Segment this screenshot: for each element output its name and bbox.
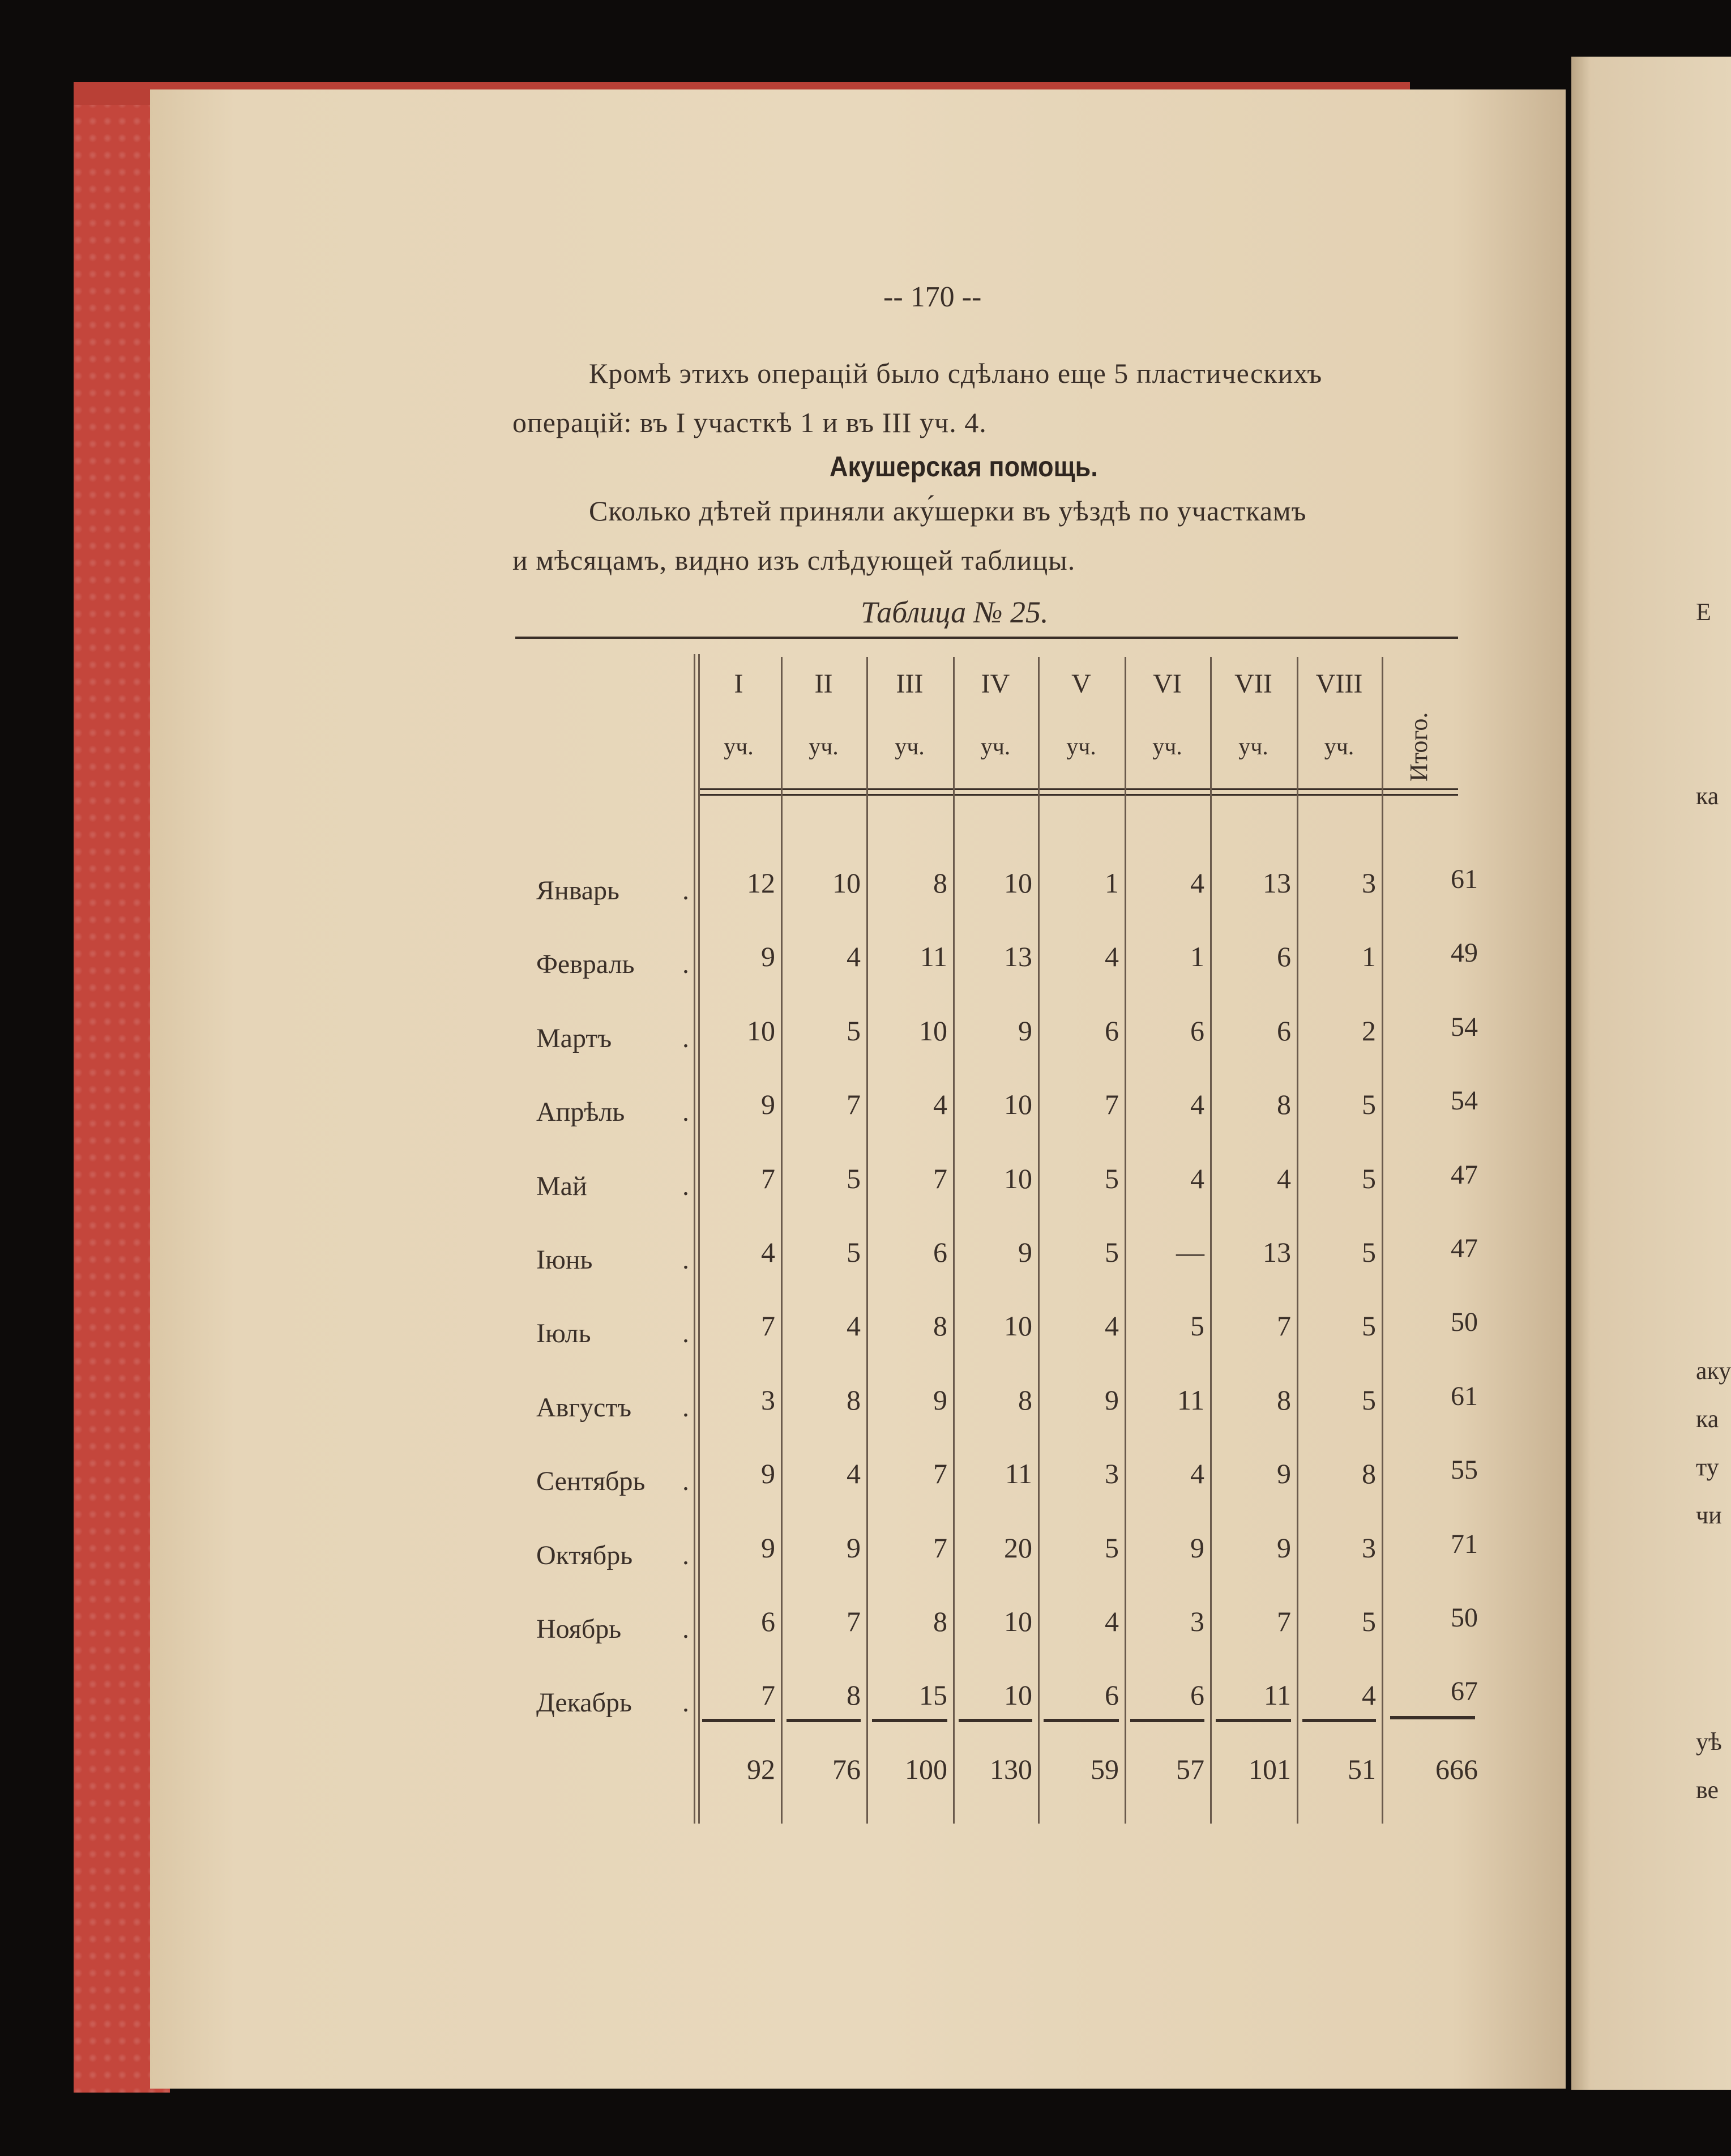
sum-rule xyxy=(1130,1719,1204,1722)
table-cell: 9 xyxy=(761,1088,775,1121)
column-unit: уч. xyxy=(1152,734,1182,760)
sum-rule xyxy=(787,1719,861,1722)
table-cell: 5 xyxy=(1362,1310,1376,1342)
column-header: II xyxy=(814,669,833,699)
column-header: III xyxy=(896,669,924,699)
table-cell: 5 xyxy=(1105,1162,1119,1194)
facing-page-fragment: ту xyxy=(1696,1453,1719,1481)
row-total: 67 xyxy=(1451,1676,1478,1707)
table-cell: 10 xyxy=(1004,1310,1032,1342)
table-cell: — xyxy=(1176,1236,1204,1268)
table-cell: 11 xyxy=(920,941,947,973)
table-cell: 10 xyxy=(832,867,861,899)
row-total: 61 xyxy=(1451,1381,1478,1411)
sum-rule xyxy=(959,1719,1032,1722)
table-cell: 7 xyxy=(1105,1088,1119,1121)
table-cell: 7 xyxy=(847,1606,861,1637)
column-unit: уч. xyxy=(980,734,1011,760)
row-total: 71 xyxy=(1451,1529,1478,1559)
column-unit: уч. xyxy=(1238,734,1268,760)
row-total: 50 xyxy=(1451,1307,1478,1338)
table-cell: 9 xyxy=(1277,1531,1291,1564)
table-cell: 5 xyxy=(847,1236,861,1268)
row-total: 47 xyxy=(1451,1233,1478,1263)
month-label: Январь xyxy=(536,876,619,906)
table-cell: 3 xyxy=(1105,1458,1119,1490)
table-cell: 7 xyxy=(933,1458,947,1490)
sum-rule xyxy=(1216,1719,1291,1722)
sum-rule xyxy=(872,1719,947,1722)
month-label: Сентябрь xyxy=(536,1466,646,1497)
column-unit: уч. xyxy=(724,734,754,760)
table-cell: 8 xyxy=(847,1384,861,1416)
table-cell: 4 xyxy=(847,1310,861,1342)
table-cell: 7 xyxy=(761,1162,775,1194)
leader-dot: . xyxy=(682,1466,689,1497)
table-border-line xyxy=(694,654,695,1824)
table-cell: 1 xyxy=(1190,941,1204,973)
table-cell: 10 xyxy=(1004,867,1032,899)
table-cell: 4 xyxy=(1190,1088,1204,1121)
table-cell: 4 xyxy=(1105,941,1119,973)
paragraph-line: операцій: въ I участкѣ 1 и въ III уч. 4. xyxy=(512,407,987,438)
table-cell: 10 xyxy=(919,1014,947,1047)
table-cell: 4 xyxy=(1105,1606,1119,1637)
row-total: 47 xyxy=(1451,1159,1478,1190)
column-header: VI xyxy=(1153,669,1182,699)
table-cell: 4 xyxy=(847,941,861,973)
table-cell: 4 xyxy=(1190,1458,1204,1490)
row-total: 55 xyxy=(1451,1455,1478,1485)
table-cell: 8 xyxy=(1362,1458,1376,1490)
total-header: Итого. xyxy=(1405,712,1433,782)
table-cell: 7 xyxy=(933,1162,947,1194)
table-cell: 12 xyxy=(747,867,775,899)
facing-page-fragment: уѣ xyxy=(1696,1728,1722,1756)
table-cell: 4 xyxy=(761,1236,775,1268)
table-cell: 8 xyxy=(933,1606,947,1637)
table-cell: 13 xyxy=(1263,1236,1291,1268)
month-label: Іюнь xyxy=(536,1245,593,1275)
table-cell: 8 xyxy=(933,1310,947,1342)
table-cell: 6 xyxy=(761,1606,775,1637)
facing-page-fragment: ка xyxy=(1696,1405,1719,1433)
table-cell: 10 xyxy=(1004,1088,1032,1121)
table-cell: 2 xyxy=(1362,1014,1376,1047)
table-cell: 9 xyxy=(1018,1236,1032,1268)
table-cell: 6 xyxy=(1190,1679,1204,1711)
table-cell: 5 xyxy=(847,1014,861,1047)
table-cell: 3 xyxy=(1190,1606,1204,1637)
table-cell: 5 xyxy=(1362,1236,1376,1268)
table-cell: 10 xyxy=(1004,1162,1032,1194)
table-cell: 5 xyxy=(1105,1236,1119,1268)
column-total: 59 xyxy=(1091,1753,1119,1785)
leader-dot: . xyxy=(682,1171,689,1201)
table-cell: 5 xyxy=(1190,1310,1204,1342)
month-label: Мартъ xyxy=(536,1023,612,1053)
column-total: 92 xyxy=(747,1753,775,1785)
table-cell: 3 xyxy=(761,1384,775,1416)
table-cell: 10 xyxy=(747,1014,775,1047)
month-label: Май xyxy=(536,1171,587,1201)
column-total: 130 xyxy=(990,1753,1032,1785)
table-cell: 3 xyxy=(1362,867,1376,899)
table-cell: 4 xyxy=(933,1088,947,1121)
column-header: V xyxy=(1071,669,1091,699)
sum-rule xyxy=(1044,1719,1119,1722)
month-label: Августъ xyxy=(536,1392,632,1423)
table-cell: 5 xyxy=(1105,1531,1119,1564)
paragraph-line: Кромѣ этихъ операцій было сдѣлано еще 5 пластическихъ xyxy=(589,357,1323,389)
column-unit: уч. xyxy=(1324,734,1354,760)
page-number: -- 170 -- xyxy=(883,281,982,313)
table-cell: 6 xyxy=(1277,941,1291,973)
table-cell: 8 xyxy=(933,867,947,899)
table-cell: 9 xyxy=(1018,1014,1032,1047)
facing-page-fragment: ве xyxy=(1696,1776,1719,1804)
leader-dot: . xyxy=(682,1318,689,1349)
table-top-rule xyxy=(515,637,1458,639)
table-cell: 13 xyxy=(1004,941,1032,973)
leader-dot: . xyxy=(682,1540,689,1570)
column-total: 101 xyxy=(1249,1753,1291,1785)
table-cell: 8 xyxy=(1018,1384,1032,1416)
paragraph-line: и мѣсяцамъ, видно изъ слѣдующей таблицы. xyxy=(512,544,1076,576)
table-cell: 6 xyxy=(1105,1014,1119,1047)
table-cell: 4 xyxy=(1190,867,1204,899)
header-rule xyxy=(699,794,1458,796)
month-label: Іюль xyxy=(536,1318,591,1349)
column-unit: уч. xyxy=(809,734,839,760)
table-cell: 11 xyxy=(1177,1384,1204,1416)
leader-dot: . xyxy=(682,1614,689,1644)
table-cell: 20 xyxy=(1004,1531,1032,1564)
table-cell: 7 xyxy=(761,1310,775,1342)
leader-dot: . xyxy=(682,1245,689,1275)
table-cell: 9 xyxy=(761,941,775,973)
table-cell: 5 xyxy=(847,1162,861,1194)
leader-dot: . xyxy=(682,876,689,906)
table-cell: 9 xyxy=(933,1384,947,1416)
table-cell: 8 xyxy=(1277,1384,1291,1416)
column-header: VIII xyxy=(1315,669,1363,699)
table-title: Таблица № 25. xyxy=(861,595,1049,629)
sum-rule xyxy=(1302,1719,1376,1722)
column-header: IV xyxy=(981,669,1010,699)
month-label: Декабрь xyxy=(536,1688,632,1718)
column-unit: уч. xyxy=(1066,734,1096,760)
header-rule xyxy=(699,788,1458,790)
column-total: 51 xyxy=(1348,1753,1376,1785)
month-label: Февраль xyxy=(536,949,635,980)
table-cell: 4 xyxy=(1105,1310,1119,1342)
table-cell: 5 xyxy=(1362,1162,1376,1194)
table-cell: 9 xyxy=(847,1531,861,1564)
table-cell: 15 xyxy=(919,1679,947,1711)
table-cell: 13 xyxy=(1263,867,1291,899)
table-cell: 4 xyxy=(1362,1679,1376,1711)
leader-dot: . xyxy=(682,1023,689,1053)
column-total: 76 xyxy=(832,1753,861,1785)
table-cell: 6 xyxy=(933,1236,947,1268)
column-line xyxy=(1382,657,1383,1824)
table-cell: 4 xyxy=(847,1458,861,1490)
grand-total: 666 xyxy=(1435,1753,1478,1785)
paragraph-line: Сколько дѣтей приняли аку́шерки въ уѣздѣ по участкамъ xyxy=(589,495,1307,527)
facing-page-fragment: чи xyxy=(1696,1501,1722,1529)
facing-page-fragment: Е xyxy=(1696,598,1711,626)
table-cell: 5 xyxy=(1362,1088,1376,1121)
table-cell: 11 xyxy=(1263,1679,1291,1711)
column-header: VII xyxy=(1234,669,1272,699)
column-unit: уч. xyxy=(895,734,925,760)
table-cell: 9 xyxy=(1277,1458,1291,1490)
table-cell: 9 xyxy=(761,1531,775,1564)
table-cell: 4 xyxy=(1190,1162,1204,1194)
table-cell: 11 xyxy=(1005,1458,1032,1490)
table-cell: 10 xyxy=(1004,1679,1032,1711)
sum-rule xyxy=(702,1719,775,1722)
column-total: 100 xyxy=(905,1753,947,1785)
table-cell: 7 xyxy=(761,1679,775,1711)
table-cell: 6 xyxy=(1190,1014,1204,1047)
table-cell: 6 xyxy=(1105,1679,1119,1711)
table-cell: 7 xyxy=(847,1088,861,1121)
table-cell: 3 xyxy=(1362,1531,1376,1564)
table-cell: 6 xyxy=(1277,1014,1291,1047)
column-total: 57 xyxy=(1176,1753,1204,1785)
leader-dot: . xyxy=(682,949,689,980)
section-heading: Акушерская помощь. xyxy=(830,451,1098,483)
month-label: Ноябрь xyxy=(536,1614,622,1644)
facing-page-fragment: аку xyxy=(1696,1357,1731,1385)
row-total: 50 xyxy=(1451,1603,1478,1633)
table-cell: 8 xyxy=(847,1679,861,1711)
table-cell: 1 xyxy=(1362,941,1376,973)
row-total: 54 xyxy=(1451,1011,1478,1042)
table-cell: 4 xyxy=(1277,1162,1291,1194)
sum-rule xyxy=(1390,1716,1475,1719)
table-cell: 10 xyxy=(1004,1606,1032,1637)
table-cell: 9 xyxy=(1105,1384,1119,1416)
column-header: I xyxy=(734,669,743,699)
table-cell: 7 xyxy=(1277,1606,1291,1637)
table-cell: 7 xyxy=(933,1531,947,1564)
table-cell: 7 xyxy=(1277,1310,1291,1342)
table-cell: 8 xyxy=(1277,1088,1291,1121)
leader-dot: . xyxy=(682,1392,689,1423)
table-cell: 9 xyxy=(1190,1531,1204,1564)
table-cell: 5 xyxy=(1362,1384,1376,1416)
month-label: Апрѣль xyxy=(536,1097,625,1128)
table-cell: 5 xyxy=(1362,1606,1376,1637)
row-total: 54 xyxy=(1451,1086,1478,1116)
leader-dot: . xyxy=(682,1688,689,1718)
table-cell: 9 xyxy=(761,1458,775,1490)
month-label: Октябрь xyxy=(536,1540,633,1570)
row-total: 49 xyxy=(1451,938,1478,968)
row-total: 61 xyxy=(1451,864,1478,894)
leader-dot: . xyxy=(682,1097,689,1128)
facing-page-fragment: ка xyxy=(1696,782,1719,810)
table-cell: 1 xyxy=(1105,867,1119,899)
